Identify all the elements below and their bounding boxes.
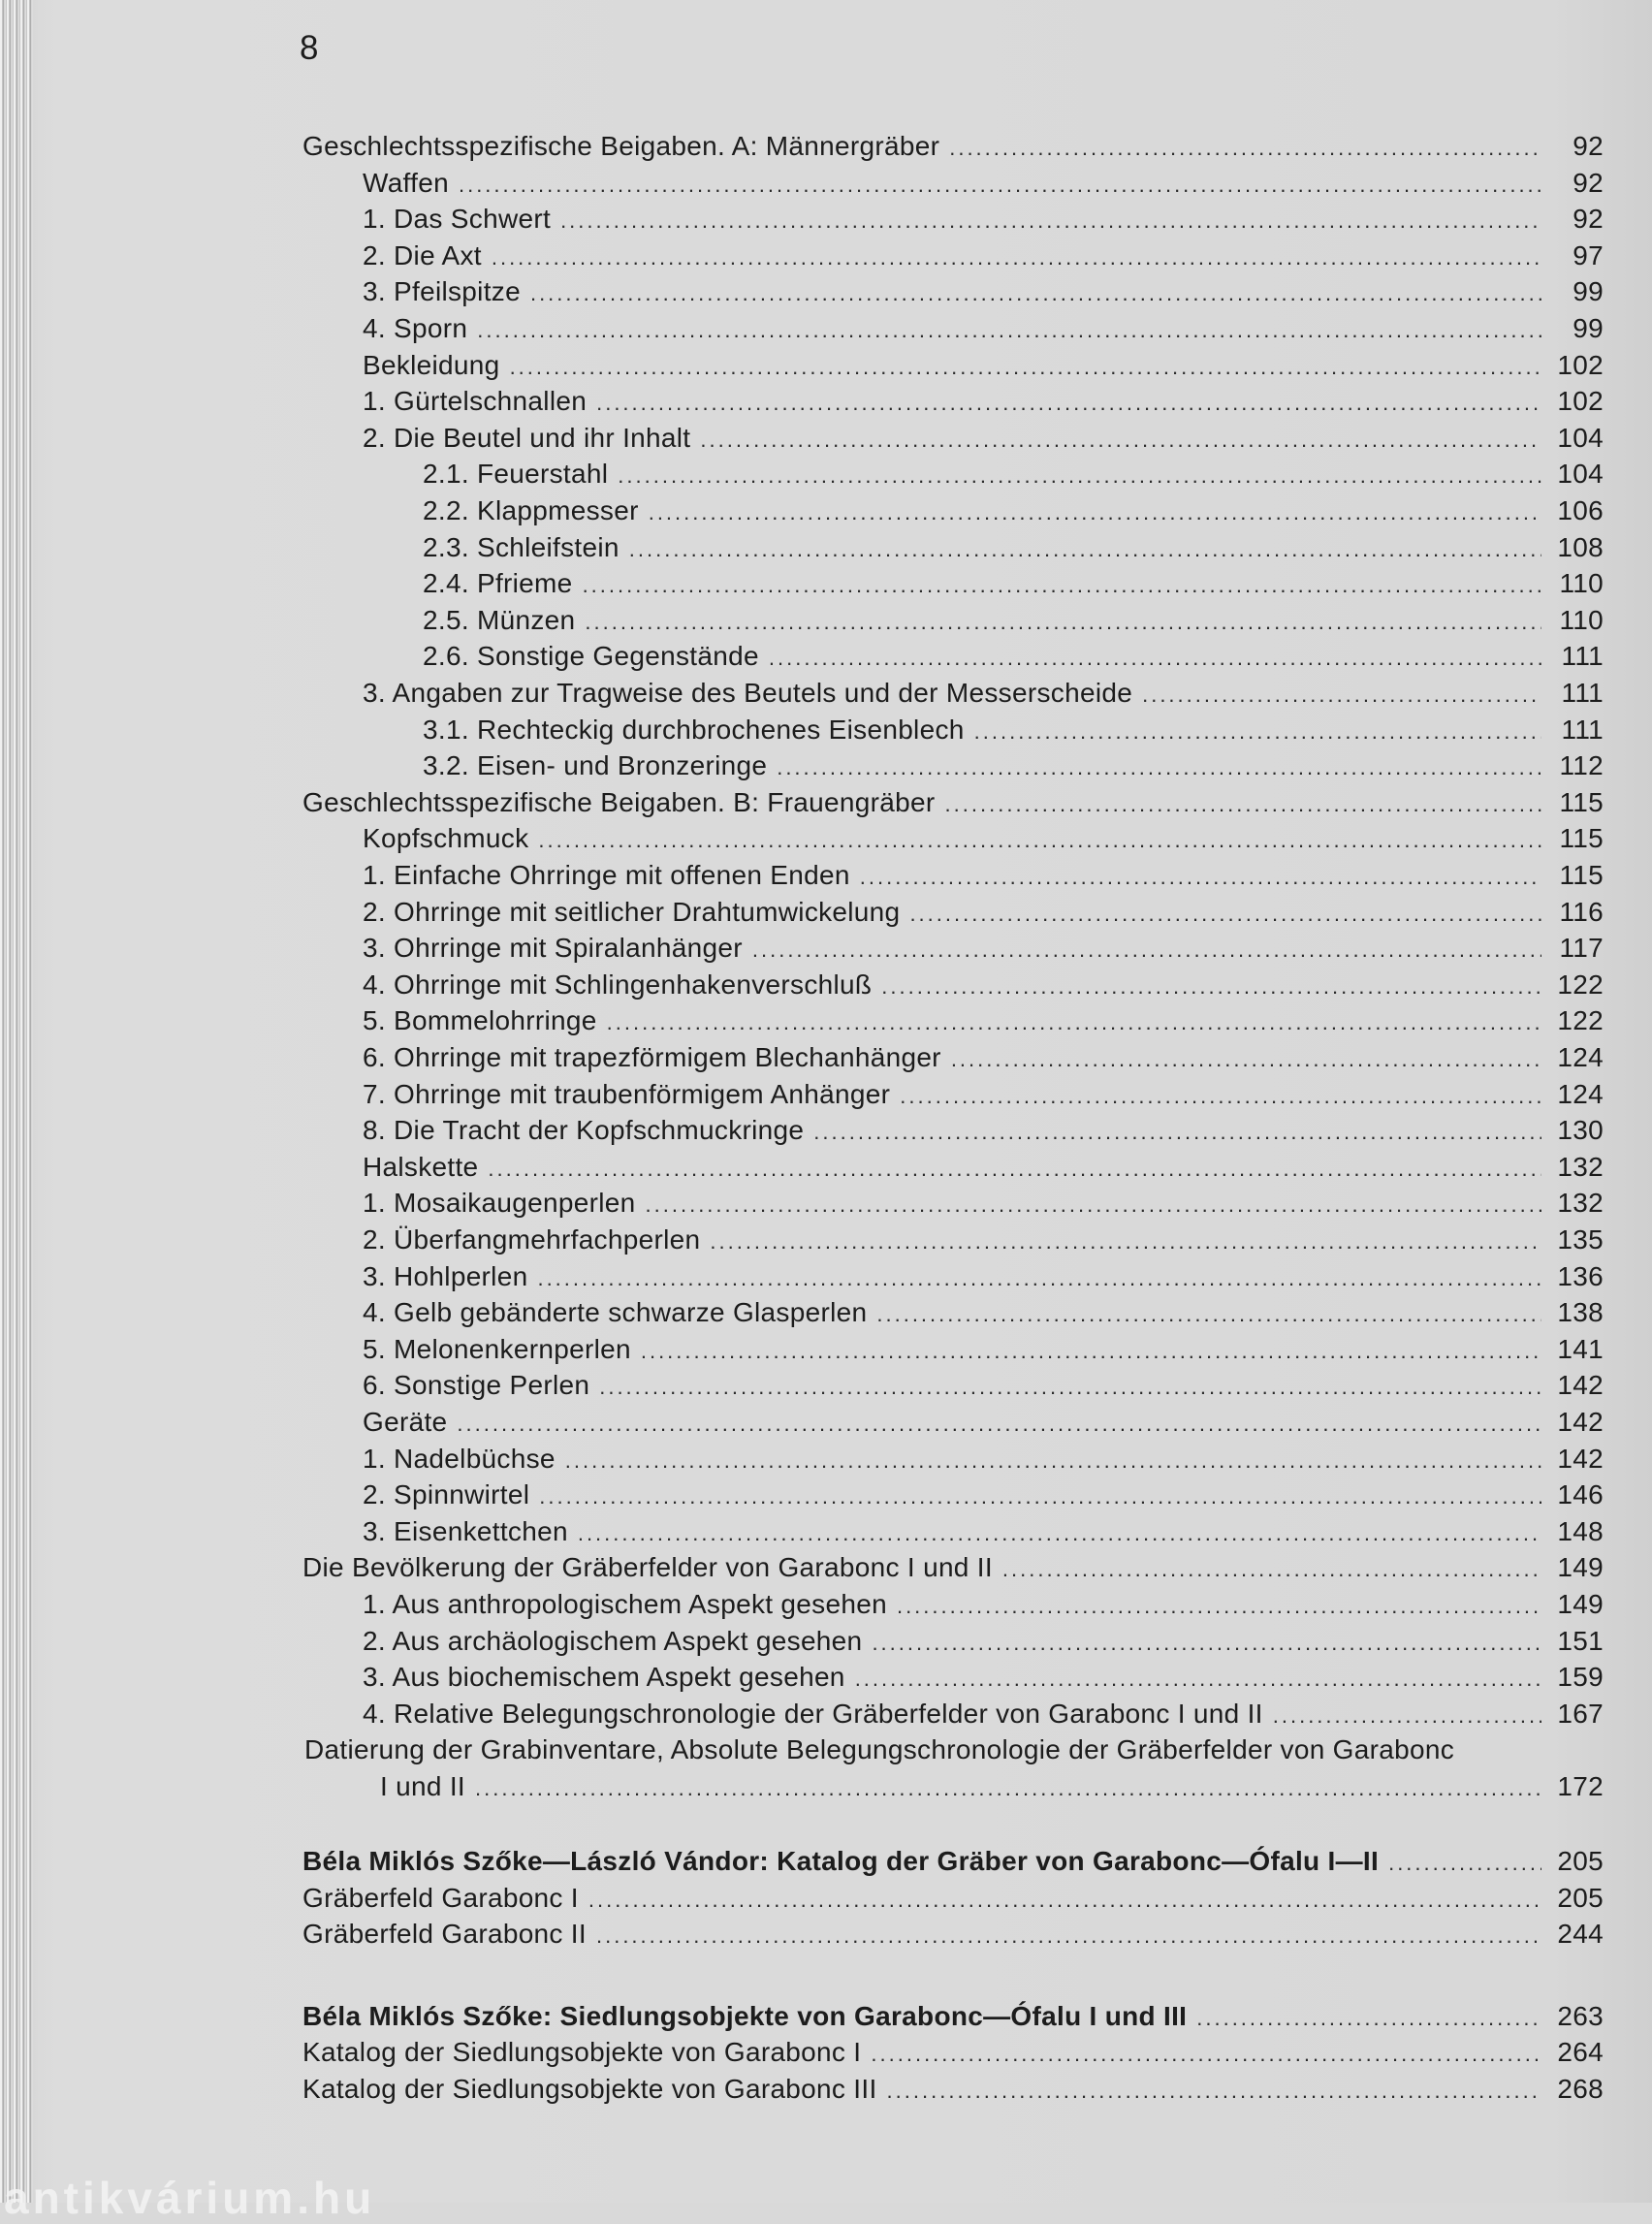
- toc-entry-title: 3. Angaben zur Tragweise des Beutels und der Messerscheide: [363, 678, 1133, 708]
- toc-entry-title: 2.6. Sonstige Gegenstände: [423, 641, 759, 672]
- dot-leader: [641, 1333, 1541, 1369]
- dot-leader: [539, 1478, 1541, 1514]
- toc-entry-title: 1. Einfache Ohrringe mit offenen Enden: [363, 860, 850, 890]
- dot-leader: [1002, 1551, 1541, 1587]
- dot-leader: [1142, 677, 1541, 713]
- toc-entry: [302, 565, 1604, 601]
- toc-entry: [302, 1367, 1604, 1403]
- toc-entry-page: 244: [1557, 1919, 1604, 1950]
- toc-entry-title: Katalog der Siedlungsobjekte von Garabonc III: [302, 2074, 877, 2105]
- toc-entry-page: 124: [1557, 1042, 1604, 1072]
- dot-leader: [871, 2036, 1541, 2072]
- toc-entry-title: 1. Mosaikaugenperlen: [363, 1188, 636, 1219]
- toc-entry: [302, 492, 1604, 528]
- toc-entry-title: 6. Sonstige Perlen: [363, 1370, 590, 1401]
- toc-entry: [302, 529, 1604, 565]
- toc-entry-page: 108: [1557, 531, 1604, 562]
- toc-entry-title: 2.2. Klappmesser: [423, 495, 639, 525]
- toc-entry-page: 151: [1557, 1625, 1604, 1656]
- toc-entry-title: 2. Spinnwirtel: [363, 1479, 530, 1510]
- dot-leader: [488, 1151, 1541, 1187]
- toc-entry: [302, 1477, 1604, 1512]
- toc-entry-title: Béla Miklós Szőke: Siedlungsobjekte von Garabonc—Ófalu I und III: [302, 2000, 1188, 2031]
- toc-entry-page: 110: [1559, 568, 1604, 599]
- dot-leader: [596, 385, 1541, 421]
- toc-entry-page: 167: [1557, 1698, 1604, 1729]
- toc-entry: [302, 273, 1604, 309]
- toc-entry: [302, 310, 1604, 346]
- dot-leader: [872, 1625, 1541, 1661]
- dot-leader: [876, 1296, 1541, 1332]
- dot-leader: [949, 130, 1541, 166]
- toc-entry: [302, 712, 1604, 747]
- dot-leader: [769, 640, 1541, 676]
- toc-entry-page: 132: [1557, 1188, 1604, 1219]
- toc-entry-page: 97: [1573, 239, 1604, 270]
- dot-leader: [578, 1515, 1541, 1551]
- toc-entry-title: 2. Die Axt: [363, 239, 482, 270]
- toc-entry-title: 6. Ohrringe mit trapezförmigem Blechanhänger: [363, 1042, 941, 1072]
- toc-entry-title: 3.1. Rechteckig durchbrochenes Eisenblech: [423, 714, 965, 745]
- toc-entry-page: 135: [1557, 1224, 1604, 1255]
- toc-entry-title: 1. Nadelbüchse: [363, 1443, 556, 1474]
- dot-leader: [951, 1041, 1541, 1077]
- dot-leader: [945, 786, 1541, 822]
- toc-entry: [302, 1149, 1604, 1185]
- toc-entry: [302, 675, 1604, 711]
- dot-leader: [599, 1369, 1541, 1405]
- dot-leader: [909, 896, 1541, 932]
- dot-leader: [492, 239, 1541, 275]
- toc-entry: [302, 347, 1604, 383]
- dot-leader: [897, 1588, 1541, 1624]
- toc-entry-title: 4. Sporn: [363, 313, 468, 343]
- toc-entry-title: 2. Die Beutel und ihr Inhalt: [363, 422, 691, 453]
- dot-leader: [887, 2073, 1541, 2109]
- toc-entry-title: 3. Aus biochemischem Aspekt gesehen: [363, 1662, 845, 1693]
- dot-leader: [900, 1078, 1541, 1114]
- toc-entry-title: 2.4. Pfrieme: [423, 568, 573, 599]
- dot-leader: [538, 822, 1541, 858]
- dot-leader: [860, 859, 1541, 895]
- toc-entry-page: 104: [1557, 459, 1604, 490]
- toc-entry-title: 1. Das Schwert: [363, 204, 552, 235]
- dot-leader: [855, 1661, 1541, 1697]
- dot-leader: [560, 203, 1541, 238]
- toc-entry-title: Geschlechtsspezifische Beigaben. A: Männergräber: [302, 131, 940, 161]
- toc-entry-page: 115: [1559, 786, 1604, 817]
- toc-entry-page: 116: [1559, 896, 1604, 927]
- toc-entry-page: 102: [1557, 386, 1604, 417]
- dot-leader: [813, 1114, 1541, 1150]
- toc-entry-title: 2.3. Schleifstein: [423, 531, 620, 562]
- toc-entry-page: 205: [1557, 1882, 1604, 1913]
- toc-entry: [302, 784, 1604, 820]
- toc-entry: [302, 930, 1604, 966]
- toc-entry-page: 111: [1561, 678, 1604, 708]
- toc-entry: [302, 1039, 1604, 1075]
- toc-entry-title: 4. Ohrringe mit Schlingenhakenverschluß: [363, 969, 873, 1000]
- toc-entry-page: 106: [1557, 495, 1604, 525]
- toc-entry-title: 1. Aus anthropologischem Aspekt gesehen: [363, 1589, 887, 1619]
- dot-leader: [700, 422, 1541, 458]
- toc-entry: [302, 602, 1604, 638]
- toc-entry: [302, 238, 1604, 273]
- toc-entry-title: Gräberfeld Garabonc II: [302, 1919, 587, 1950]
- dot-leader: [618, 458, 1541, 493]
- toc-entry: [302, 1513, 1604, 1549]
- toc-entry: [302, 1880, 1604, 1916]
- toc-entry-page: 102: [1557, 349, 1604, 380]
- toc-entry-page: 142: [1557, 1407, 1604, 1437]
- dot-leader: [752, 932, 1541, 968]
- toc-entry-title: 3. Pfeilspitze: [363, 276, 521, 307]
- toc-entry-title: 5. Melonenkernperlen: [363, 1333, 631, 1364]
- toc-entry: [302, 128, 1604, 164]
- toc-entry: [302, 638, 1604, 674]
- toc-entry: [302, 2034, 1604, 2070]
- toc-entry-page: 146: [1557, 1479, 1604, 1510]
- toc-entry-title: 4. Gelb gebänderte schwarze Glasperlen: [363, 1297, 868, 1328]
- toc-entry-title: 2. Ohrringe mit seitlicher Drahtumwickelung: [363, 896, 901, 927]
- page-number: 8: [300, 29, 319, 67]
- dot-leader: [1388, 1845, 1541, 1881]
- dot-leader: [596, 1918, 1541, 1954]
- dot-leader: [457, 1406, 1541, 1442]
- watermark: antikvárium.hu: [4, 2173, 376, 2223]
- toc-entry: [302, 1549, 1604, 1585]
- toc-entry-page: 136: [1557, 1260, 1604, 1291]
- toc-entry-page: 110: [1559, 604, 1604, 635]
- toc-entry-page: 148: [1557, 1515, 1604, 1546]
- toc-entry-title: 2.1. Feuerstahl: [423, 459, 609, 490]
- dot-leader: [607, 1004, 1541, 1040]
- toc-entry-page: 268: [1557, 2074, 1604, 2105]
- dot-leader: [710, 1223, 1541, 1259]
- toc-entry-page: 99: [1573, 276, 1604, 307]
- toc-entry-page: 115: [1559, 860, 1604, 890]
- toc-entry: [302, 1768, 1604, 1804]
- toc-entry-title: 2. Aus archäologischem Aspekt gesehen: [363, 1625, 863, 1656]
- toc-entry-page: 99: [1573, 313, 1604, 343]
- toc-entry-title: 2.5. Münzen: [423, 604, 576, 635]
- toc-entry-title-line1: Datierung der Grabinventare, Absolute Belegungschronologie der Gräberfelder von Garabonc: [304, 1734, 1455, 1765]
- toc-entry-title: 3.2. Eisen- und Bronzeringe: [423, 750, 768, 781]
- toc-entry-page: 122: [1557, 1005, 1604, 1036]
- toc-entry: [302, 1586, 1604, 1622]
- dot-leader: [881, 969, 1541, 1004]
- toc-entry-page: 92: [1573, 204, 1604, 235]
- dot-leader: [475, 1770, 1541, 1806]
- toc-entry: [302, 1998, 1604, 2034]
- toc-entry-page: 149: [1557, 1552, 1604, 1583]
- dot-leader: [510, 349, 1541, 385]
- dot-leader: [629, 531, 1541, 567]
- dot-leader: [974, 714, 1541, 749]
- book-spine-edge: [0, 0, 33, 2203]
- toc-entry-page: 112: [1559, 750, 1604, 781]
- toc-entry-title: 8. Die Tracht der Kopfschmuckringe: [363, 1115, 805, 1146]
- toc-entry-page: 111: [1561, 714, 1604, 745]
- toc-entry: [302, 1916, 1604, 1952]
- toc-entry-page: 264: [1557, 2037, 1604, 2068]
- toc-entry-page: 132: [1557, 1151, 1604, 1182]
- toc-entry: [302, 1222, 1604, 1257]
- toc-entry: [302, 1623, 1604, 1659]
- toc-entry: [302, 747, 1604, 783]
- toc-entry: [302, 1843, 1604, 1879]
- toc-entry-title: Katalog der Siedlungsobjekte von Garabonc I: [302, 2037, 862, 2068]
- dot-leader: [649, 494, 1541, 530]
- toc-entry: [302, 1258, 1604, 1294]
- toc-entry-page: 263: [1557, 2000, 1604, 2031]
- toc-entry: [302, 1076, 1604, 1112]
- toc-entry: [302, 383, 1604, 419]
- toc-entry-page: 104: [1557, 422, 1604, 453]
- toc-entry: [302, 201, 1604, 237]
- toc-entry: [302, 420, 1604, 456]
- toc-entry: [302, 967, 1604, 1002]
- toc-entry-title: 5. Bommelohrringe: [363, 1005, 597, 1036]
- dot-leader: [537, 1260, 1541, 1296]
- toc-entry-title: 3. Ohrringe mit Spiralanhänger: [363, 933, 743, 964]
- toc-entry-title: 2. Überfangmehrfachperlen: [363, 1224, 701, 1255]
- toc-entry: [302, 1404, 1604, 1440]
- toc-entry-page: 142: [1557, 1370, 1604, 1401]
- toc-entry: [302, 165, 1604, 201]
- toc-entry-title: 3. Hohlperlen: [363, 1260, 528, 1291]
- toc-entry-title: Geräte: [363, 1407, 448, 1437]
- dot-leader: [588, 1882, 1541, 1918]
- dot-leader: [1196, 2000, 1541, 2036]
- dot-leader: [583, 567, 1541, 603]
- dot-leader: [459, 167, 1541, 203]
- toc-entry-page: 141: [1557, 1333, 1604, 1364]
- toc-entry-title: Béla Miklós Szőke—László Vándor: Katalog der Gräber von Garabonc—Ófalu I—II: [302, 1846, 1380, 1877]
- toc-entry-page: 124: [1557, 1078, 1604, 1109]
- toc-entry: [302, 1696, 1604, 1732]
- toc-entry-title: Gräberfeld Garabonc I: [302, 1882, 579, 1913]
- toc-entry-page: 172: [1557, 1771, 1604, 1801]
- toc-entry-title: 7. Ohrringe mit traubenförmigem Anhänger: [363, 1078, 891, 1109]
- toc-entry-page: 111: [1561, 641, 1604, 672]
- toc-entry: [302, 857, 1604, 893]
- toc-entry-title: Geschlechtsspezifische Beigaben. B: Frauengräber: [302, 786, 936, 817]
- dot-leader: [777, 749, 1541, 785]
- toc-entry-title: 3. Eisenkettchen: [363, 1515, 568, 1546]
- toc-entry: [302, 1112, 1604, 1148]
- toc-entry-page: 149: [1557, 1589, 1604, 1619]
- toc-entry-page: 92: [1573, 131, 1604, 161]
- toc-entry: [302, 1294, 1604, 1330]
- toc-entry: [302, 1331, 1604, 1367]
- toc-entry-title: 4. Relative Belegungschronologie der Gräberfelder von Garabonc I und II: [363, 1698, 1263, 1729]
- toc-entry: [302, 1659, 1604, 1695]
- toc-entry: [302, 456, 1604, 492]
- dot-leader: [585, 604, 1541, 640]
- toc-entry-title: Waffen: [363, 167, 449, 198]
- toc-entry-page: 115: [1559, 823, 1604, 854]
- toc-entry: [302, 1441, 1604, 1477]
- dot-leader: [530, 275, 1541, 311]
- toc-entry: [302, 894, 1604, 930]
- dot-leader: [646, 1187, 1541, 1223]
- toc-entry-title: Halskette: [363, 1151, 479, 1182]
- toc-entry: [302, 1002, 1604, 1038]
- toc-entry-page: 92: [1573, 167, 1604, 198]
- toc-entry-title: Die Bevölkerung der Gräberfelder von Garabonc I und II: [302, 1552, 993, 1583]
- toc-entry: [302, 2071, 1604, 2107]
- toc-entry-page: 159: [1557, 1662, 1604, 1693]
- dot-leader: [477, 312, 1541, 348]
- toc-entry-page: 130: [1557, 1115, 1604, 1146]
- toc-entry-page: 122: [1557, 969, 1604, 1000]
- toc-entry-page: 142: [1557, 1443, 1604, 1474]
- toc-entry-title: Bekleidung: [363, 349, 500, 380]
- toc-entry-page: 117: [1559, 933, 1604, 964]
- toc-entry-title: Kopfschmuck: [363, 823, 529, 854]
- dot-leader: [565, 1443, 1541, 1478]
- toc-entry: [302, 820, 1604, 856]
- toc-entry-page: 138: [1557, 1297, 1604, 1328]
- toc-entry: [302, 1185, 1604, 1221]
- toc-entry-title: I und II: [380, 1771, 466, 1801]
- toc-entry-page: 205: [1557, 1846, 1604, 1877]
- dot-leader: [1273, 1698, 1541, 1733]
- toc-entry-title: 1. Gürtelschnallen: [363, 386, 588, 417]
